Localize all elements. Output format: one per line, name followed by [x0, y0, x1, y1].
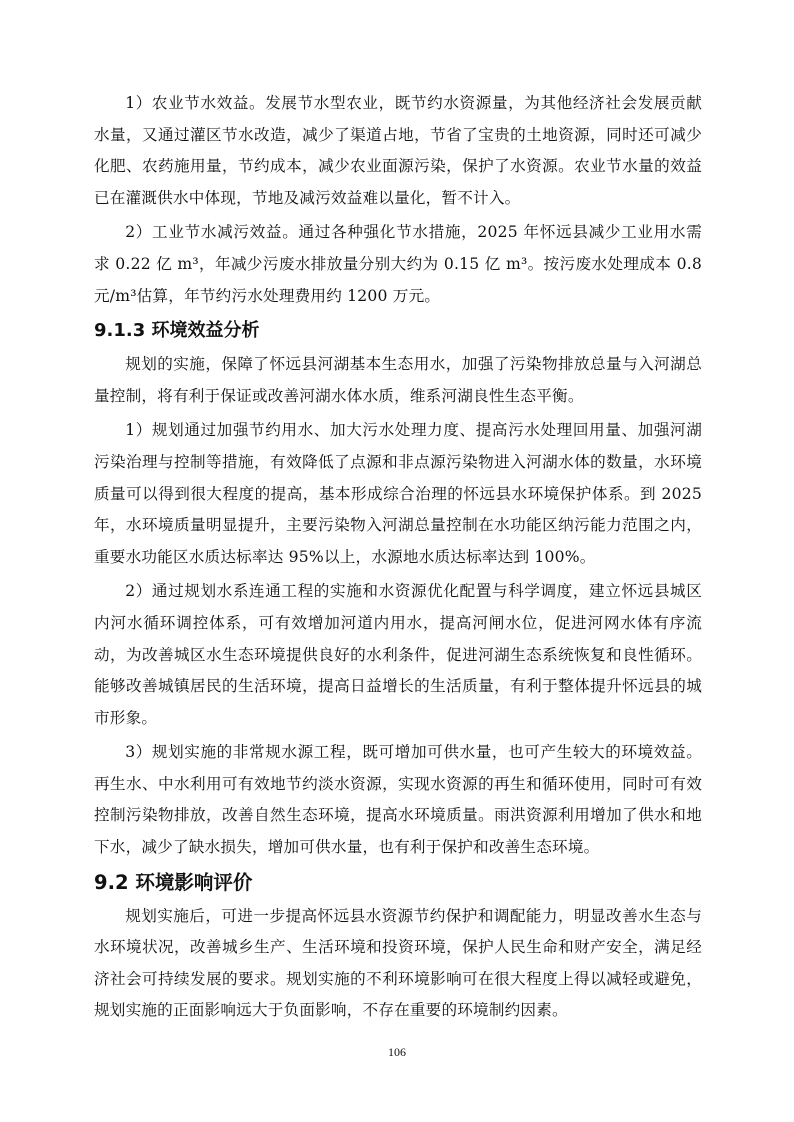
paragraph-unconventional-water: 3）规划实施的非常规水源工程，既可增加可供水量，也可产生较大的环境效益。再生水、中水利用可有效地节约淡水资源，实现水资源的再生和循环使用，同时可有效控制污染物排放，改善自然生态环境，提高水环境质量。雨洪资源利用增加了供水和地下水，减少了缺水损失，增加可供水量，也有利于保护和改善生态环境。 — [94, 743, 702, 857]
section-heading-9-1-3: 9.1.3 环境效益分析 — [94, 320, 260, 342]
page-number: 106 — [388, 1045, 406, 1059]
paragraph-water-environment-quality: 1）规划通过加强节约用水、加大污水处理力度、提高污水处理回用量、加强河湖污染治理与控制等措施，有效降低了点源和非点源污染物进入河湖水体的数量，水环境质量可以得到很大程度的提高，基本形成综合治理的怀远县水环境保护体系。到 2025 年，水环境质量明显提升，主要污染物入河湖总量控制在水功能区纳污能力范围之内，重要水功能区水质达标率达 95%以上，水源地水质达标率达到 100%。 — [94, 421, 702, 566]
section-heading-9-2: 9.2 环境影响评价 — [94, 870, 253, 894]
paragraph-industrial-water-saving: 2）工业节水减污效益。通过各种强化节水措施，2025 年怀远县减少工业用水需求 0.22 亿 m³，年减少污废水排放量分别大约为 0.15 亿 m³。按污废水处理成本 0.8 元/m³估算，年节约污水处理费用约 1200 万元。 — [94, 223, 702, 305]
page-content — [94, 88, 702, 1030]
paragraph-impact-evaluation: 规划实施后，可进一步提高怀远县水资源节约保护和调配能力，明显改善水生态与水环境状况，改善城乡生产、生活环境和投资环境，保护人民生命和财产安全，满足经济社会可持续发展的要求。规划实施的不利环境影响可在很大程度上得以减轻或避免，规划实施的正面影响远大于负面影响，不存在重要的环境制约因素。 — [94, 906, 702, 1020]
paragraph-agricultural-water-saving: 1）农业节水效益。发展节水型农业，既节约水资源量，为其他经济社会发展贡献水量，又通过灌区节水改造，减少了渠道占地，节省了宝贵的土地资源，同时还可减少化肥、农药施用量，节约成本，减少农业面源污染，保护了水资源。农业节水量的效益已在灌溉供水中体现，节地及减污效益难以量化，暂不计入。 — [94, 94, 702, 207]
paragraph-environmental-intro: 规划的实施，保障了怀远县河湖基本生态用水，加强了污染物排放总量与入河湖总量控制，将有利于保证或改善河湖水体水质，维系河湖良性生态平衡。 — [94, 355, 702, 405]
paragraph-water-system-connectivity: 2）通过规划水系连通工程的实施和水资源优化配置与科学调度，建立怀远县城区内河水循环调控体系，可有效增加河道内用水，提高河闸水位，促进河网水体有序流动，为改善城区水生态环境提供良好的水利条件，促进河湖生态系统恢复和良性循环。能够改善城镇居民的生活环境，提高日益增长的生活质量，有利于整体提升怀远县的城市形象。 — [94, 582, 702, 727]
